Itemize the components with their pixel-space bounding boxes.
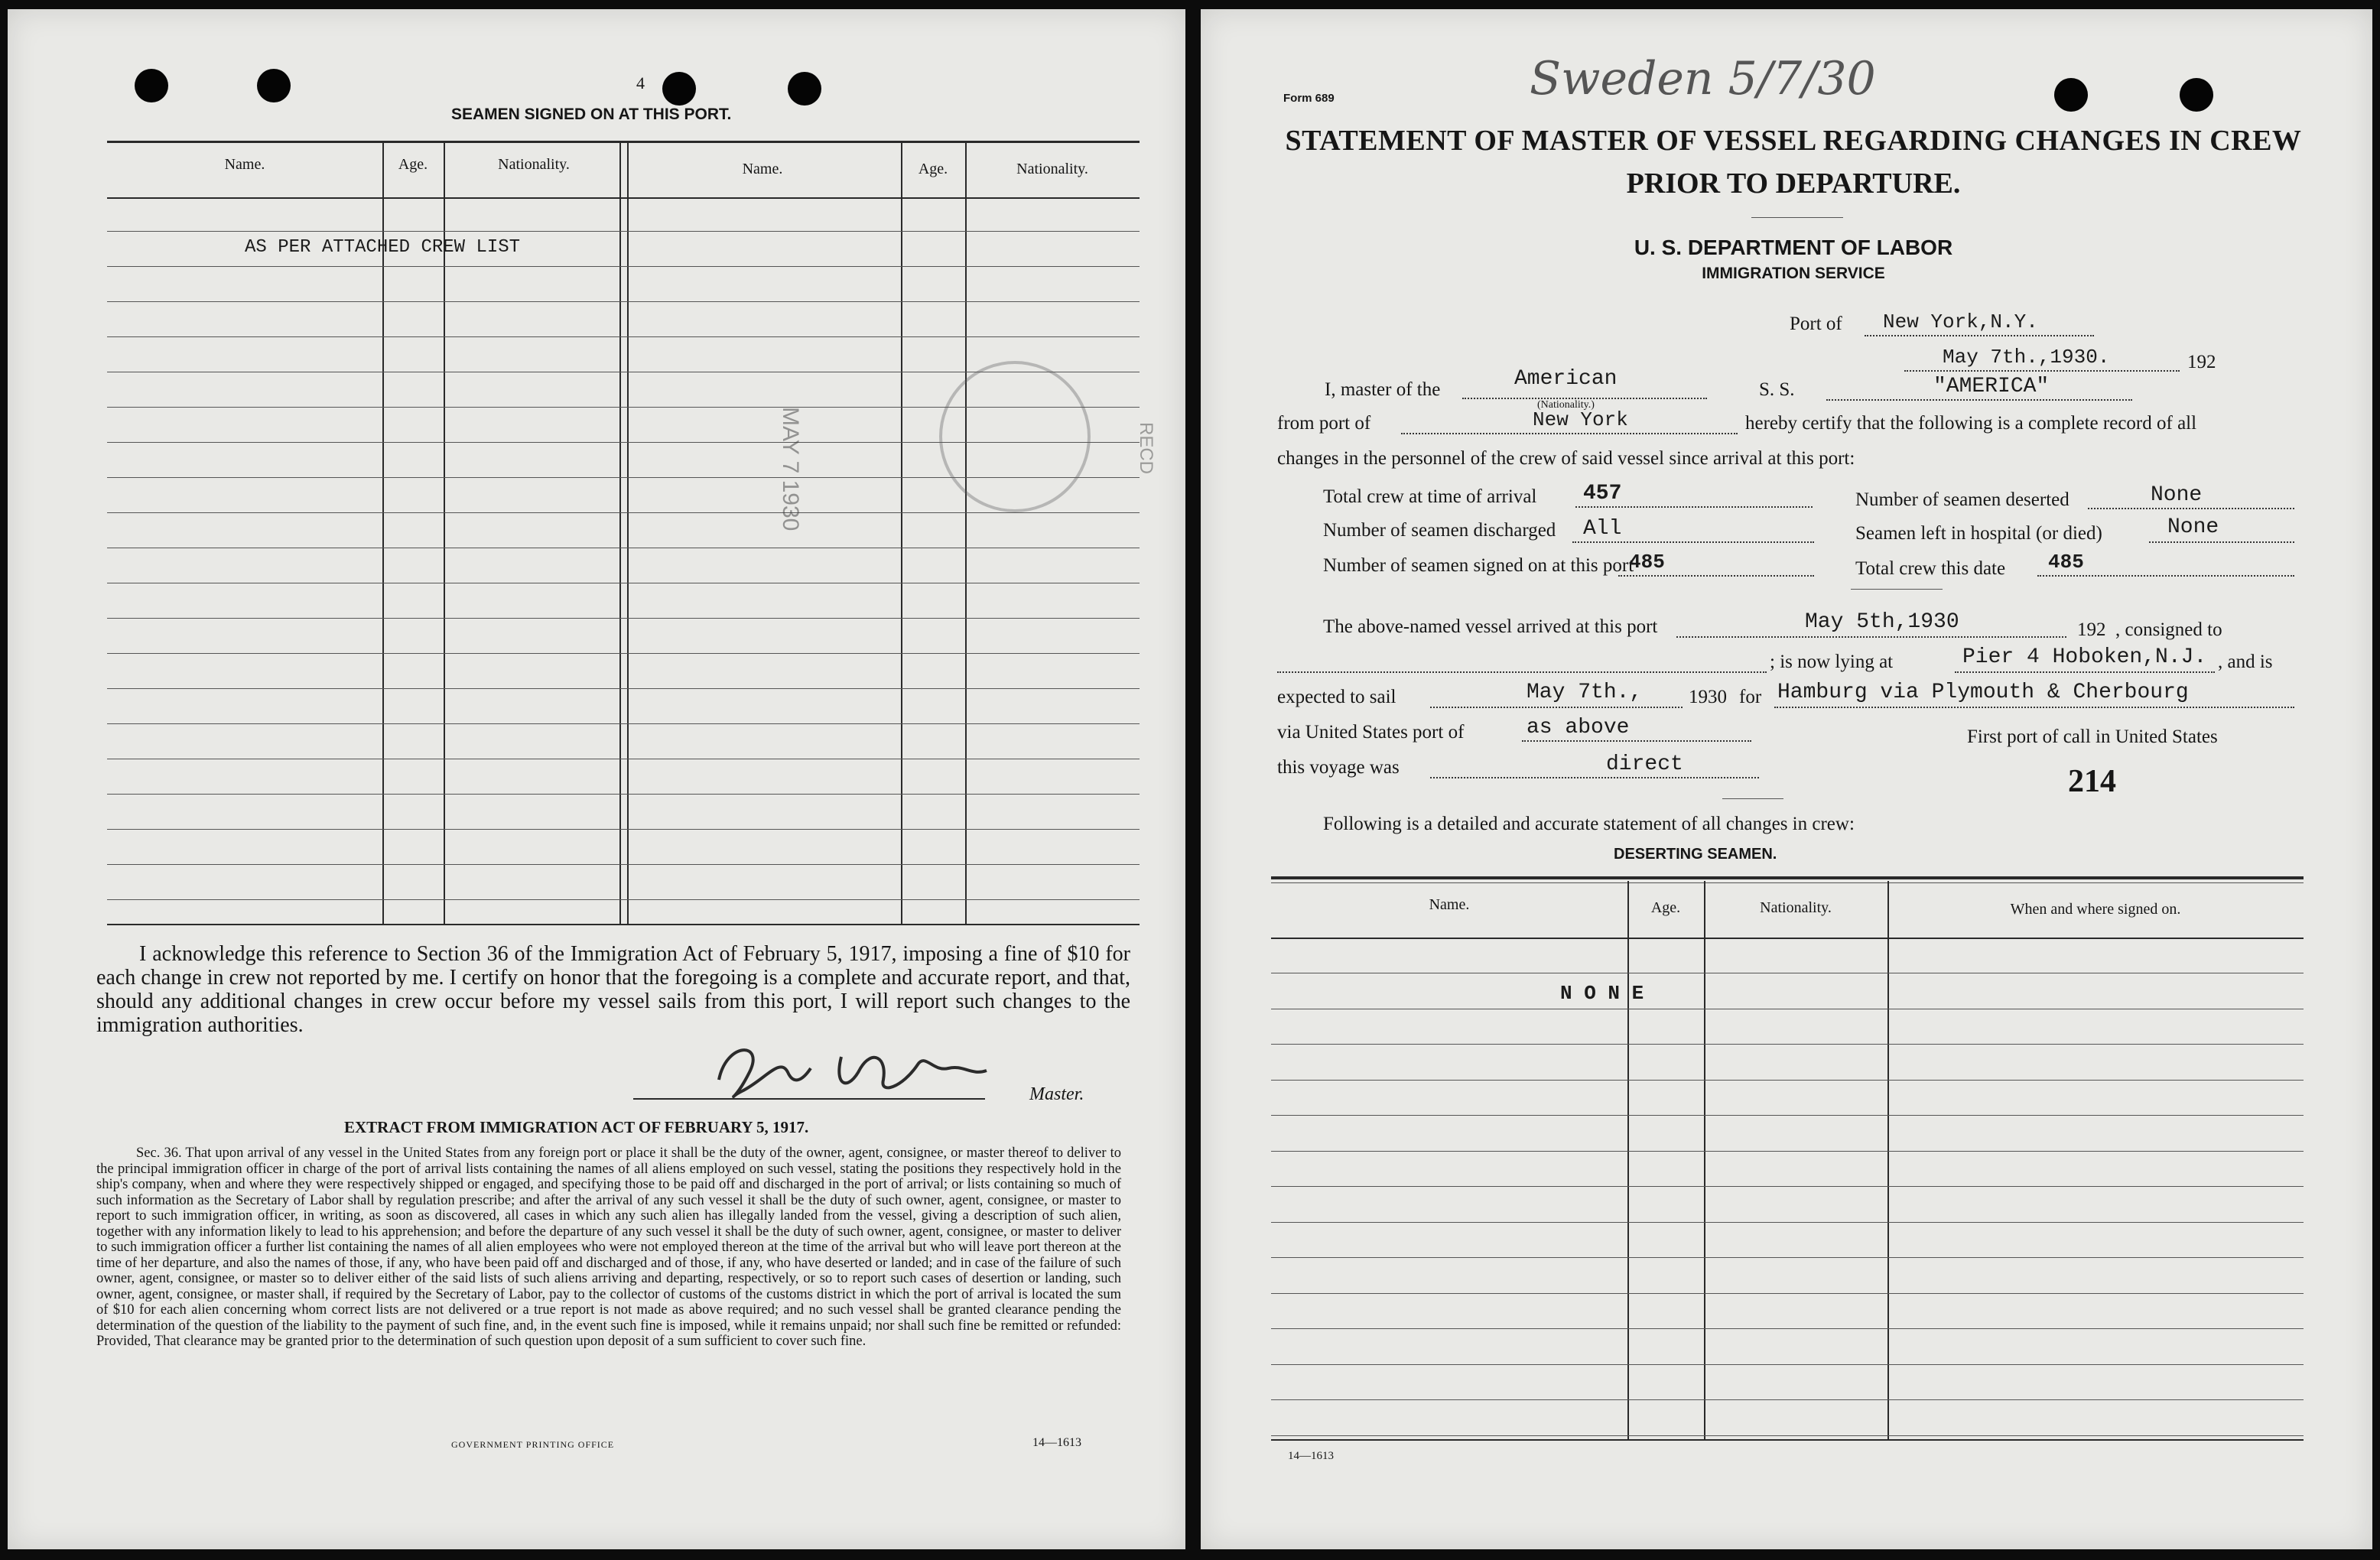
discharged-value: All [1583, 517, 1622, 541]
table-row-rule [1271, 1435, 2304, 1436]
table-row-rule [1271, 1257, 2304, 1258]
lying-line [1955, 671, 2215, 673]
column-divider [1887, 881, 1889, 1439]
typed-crew-list-note: AS PER ATTACHED CREW LIST [245, 237, 521, 258]
col-header-name: Name. [1429, 896, 1470, 913]
master-label: I, master of the [1325, 379, 1441, 400]
ss-label: S. S. [1759, 379, 1795, 400]
table-row-rule [107, 512, 1140, 513]
table-row-rule [107, 301, 1140, 302]
punch-hole [662, 72, 696, 106]
form-title: STATEMENT OF MASTER OF VESSEL REGARDING CHANGES IN CREW [1285, 125, 2302, 157]
table-row-rule [1271, 1293, 2304, 1294]
column-divider [901, 142, 902, 924]
following-text: Following is a detailed and accurate statement of all changes in crew: [1323, 814, 1855, 834]
destination-value: Hamburg via Plymouth & Cherbourg [1777, 681, 2189, 704]
table-row-rule [107, 653, 1140, 654]
voyage-line [1430, 777, 1759, 778]
table-row-rule [107, 899, 1140, 900]
column-divider [627, 142, 629, 924]
port-value: New York,N.Y. [1883, 310, 2038, 333]
lying-suffix: , and is [2218, 652, 2273, 672]
date-year-suffix: 192 [2187, 352, 2216, 372]
arrived-value: May 5th,1930 [1805, 610, 1959, 634]
col-header-signed-on: When and where signed on. [2010, 901, 2181, 918]
table-row-rule [1271, 1115, 2304, 1116]
from-port-line [1401, 433, 1738, 434]
deserted-label: Number of seamen deserted [1855, 489, 2069, 510]
hospital-line [2149, 541, 2294, 543]
col-header-age: Age. [1650, 899, 1681, 916]
acknowledgment-text: I acknowledge this reference to Section 36 of the Immigration Act of February 5, 1917, imposing a fine of $10 for each change in crew not reported by me. I certify on honor that the foregoing is a complete and accurate report, and that, should any additional changes in crew occur before my vessel sails from this port, I will report such changes to the immigration authorities. [96, 942, 1130, 1037]
total-date-line [2037, 575, 2294, 577]
header-rule [1271, 938, 2304, 939]
typed-none-entry: N O N E [1560, 982, 1644, 1005]
table-top-rule [107, 141, 1140, 143]
table-top-rule [1271, 876, 2304, 879]
table-top-rule [1271, 882, 2304, 883]
stamp-received-mark: RECD [1136, 422, 1156, 475]
col-header-nationality: Nationality. [498, 156, 570, 173]
discharged-line [1572, 541, 1814, 543]
destination-line [1774, 707, 2294, 708]
arrived-year-suffix: 192 [2077, 619, 2106, 640]
table-row-rule [1271, 1328, 2304, 1329]
table-row-rule [107, 688, 1140, 689]
first-port-label: First port of call in United States [1967, 726, 2218, 747]
date-line [1904, 370, 2180, 372]
total-date-value: 485 [2048, 551, 2084, 574]
deserted-value: None [2151, 483, 2203, 507]
table-bottom-rule [1271, 1439, 2304, 1441]
deserting-seamen-title: DESERTING SEAMEN. [1614, 846, 1777, 863]
table-row-rule [107, 618, 1140, 619]
column-divider [1704, 881, 1705, 1439]
port-label: Port of [1790, 314, 1842, 334]
changes-text: changes in the personnel of the crew of said vessel since arrival at this port: [1277, 448, 1855, 469]
table-bottom-rule [107, 924, 1140, 925]
via-label: via United States port of [1277, 722, 1465, 743]
table-row-rule [1271, 1044, 2304, 1045]
column-divider [444, 142, 445, 924]
signature-rule [633, 1098, 985, 1100]
column-divider [965, 142, 967, 924]
total-arrival-value: 457 [1583, 482, 1622, 505]
discharged-label: Number of seamen discharged [1323, 520, 1556, 541]
printer-imprint: GOVERNMENT PRINTING OFFICE [451, 1439, 615, 1450]
form-code: 14—1613 [1032, 1436, 1081, 1449]
form-subtitle: PRIOR TO DEPARTURE. [1626, 167, 1961, 200]
table-row-rule [107, 231, 1140, 232]
right-page [1201, 9, 2372, 1549]
left-page [8, 9, 1185, 1549]
page-reference-number: 214 [2068, 764, 2116, 799]
column-divider [382, 142, 384, 924]
column-divider [619, 142, 621, 924]
ship-line [1826, 399, 2132, 401]
date-value: May 7th.,1930. [1943, 346, 2110, 369]
table-row-rule [1271, 1080, 2304, 1081]
table-row-rule [107, 266, 1140, 267]
section-title: SEAMEN SIGNED ON AT THIS PORT. [451, 106, 732, 123]
punch-hole [788, 72, 821, 106]
consigned-label: , consigned to [2115, 619, 2222, 640]
total-arrival-label: Total crew at time of arrival [1323, 486, 1537, 507]
punch-hole [2180, 78, 2213, 112]
for-label: for [1739, 687, 1762, 707]
sail-year: 1930 [1689, 687, 1727, 707]
extract-title: EXTRACT FROM IMMIGRATION ACT OF FEBRUARY 5, 1917. [344, 1118, 809, 1136]
punch-hole [257, 69, 291, 102]
counts-rule [1851, 589, 1943, 590]
voyage-value: direct [1606, 752, 1683, 776]
table-row-rule [107, 829, 1140, 830]
signed-on-line [1618, 575, 1814, 577]
punch-hole [2054, 78, 2088, 112]
arrived-line [1676, 636, 2066, 638]
master-caption: Master. [1029, 1084, 1084, 1104]
consignee-line [1277, 671, 1767, 673]
port-line [1865, 335, 2094, 336]
via-value: as above [1527, 716, 1630, 739]
sail-date-value: May 7th., [1527, 681, 1643, 704]
total-date-label: Total crew this date [1855, 558, 2006, 579]
col-header-age: Age. [398, 156, 428, 173]
col-header-age: Age. [918, 161, 948, 177]
voyage-label: this voyage was [1277, 757, 1400, 778]
nationality-caption: (Nationality.) [1537, 399, 1595, 411]
ship-name: "AMERICA" [1933, 375, 2050, 398]
table-row-rule [1271, 1222, 2304, 1223]
table-row-rule [1271, 1364, 2304, 1365]
department-name: U. S. DEPARTMENT OF LABOR [1634, 236, 1953, 259]
extract-text: Sec. 36. That upon arrival of any vessel in the United States from any foreign port or place it shall be the duty of the owner, agent, consignee, or master thereof to deliver to the principal immigration officer in charge of the port of arrival lists containing the names of all aliens employed on such vessel, stating the positions they respectively hold in the ship's company, when and where they were respectively shipped or engaged, and specifying those to be paid off and discharged in the port of arrival; or lists containing so much of such information as the Secretary of Labor shall by regulation prescribe; and after the arrival of any such vessel it shall be the duty of such owner, agent, consignee, or master to report to such immigration officer, in writing, as soon as discovered, all cases in which any such alien has illegally landed from the vessel, giving a description of such alien, together with any information likely to lead to his apprehension; and before the departure of any such vessel it shall be the duty of such owner, agent, consignee, or master to deliver to such immigration officer a further list containing the names of all alien employees who were not employed thereon at the time of the arrival but who will leave port thereon at the time of her departure, and also the names of those, if any, who have been paid off and discharged and of those, if any, who have deserted or landed; and in case of the failure of such owner, agent, consignee, or master so to deliver either of the said lists of such aliens arriving and departing, respectively, or so to report such cases of desertion or landing, such owner, agent, consignee, or master shall, if required by the Secretary of Labor, pay to the collector of customs of the customs district in which the port of arrival is located the sum of $10 for each alien concerning whom correct lists are not delivered or a true report is not made as above required; and no such vessel shall be granted clearance pending the determination of the question of the liability to the payment of such fine, and, in the event such fine is imposed, while it remains unpaid; nor shall such fine be remitted or refunded: Provided, That clearance may be granted prior to the determination of such question upon deposit of a sum sufficient to cover such fine. [96, 1146, 1121, 1349]
total-arrival-line [1575, 506, 1813, 508]
table-row-rule [1271, 1399, 2304, 1400]
form-code: 14—1613 [1288, 1450, 1334, 1462]
page-number: 4 [636, 73, 645, 93]
table-row-rule [1271, 1151, 2304, 1152]
col-header-name: Name. [742, 161, 783, 177]
received-stamp [939, 361, 1091, 512]
table-row-rule [107, 864, 1140, 865]
signed-on-label: Number of seamen signed on at this port [1323, 555, 1634, 576]
table-row-rule [107, 794, 1140, 795]
table-row-rule [107, 336, 1140, 337]
punch-hole [135, 69, 168, 102]
certify-text: hereby certify that the following is a complete record of all [1745, 413, 2197, 434]
stamp-date: MAY 7 1930 [778, 407, 803, 531]
column-divider [1627, 881, 1629, 1439]
col-header-nationality: Nationality. [1016, 161, 1088, 177]
via-line [1522, 740, 1751, 742]
nationality-value: American [1514, 367, 1618, 391]
expected-label: expected to sail [1277, 687, 1396, 707]
header-rule [107, 197, 1140, 199]
arrived-label: The above-named vessel arrived at this port [1323, 616, 1658, 637]
deserted-line [2088, 508, 2294, 509]
table-row-rule [1271, 1186, 2304, 1187]
col-header-name: Name. [224, 156, 265, 173]
hospital-value: None [2167, 515, 2219, 539]
title-rule [1751, 217, 1843, 218]
form-number: Form 689 [1283, 92, 1335, 105]
signed-on-value: 485 [1629, 551, 1665, 574]
handwritten-annotation: Sweden 5/7/30 [1530, 52, 1876, 106]
lying-label: ; is now lying at [1770, 652, 1894, 672]
lying-value: Pier 4 Hoboken,N.J. [1962, 645, 2207, 669]
hospital-label: Seamen left in hospital (or died) [1855, 523, 2102, 544]
from-port-value: New York [1533, 408, 1628, 431]
service-name: IMMIGRATION SERVICE [1702, 265, 1885, 282]
voyage-rule [1722, 798, 1783, 799]
from-port-label: from port of [1277, 413, 1371, 434]
col-header-nationality: Nationality. [1760, 899, 1832, 916]
table-row-rule [107, 723, 1140, 724]
sail-date-line [1430, 707, 1683, 708]
